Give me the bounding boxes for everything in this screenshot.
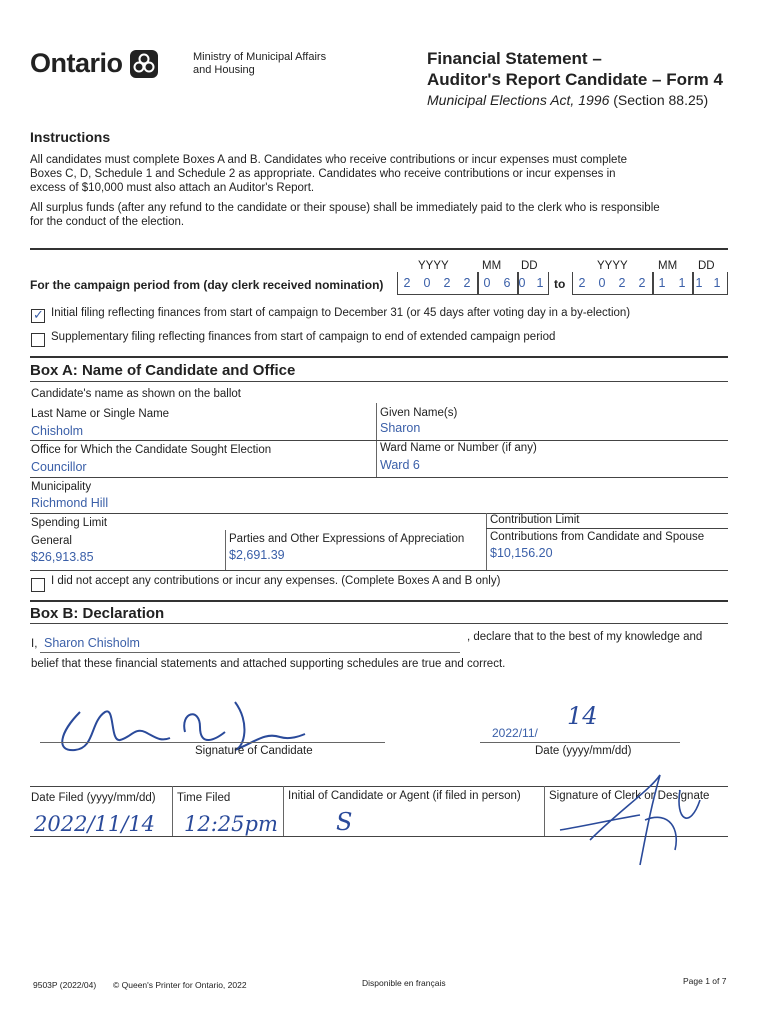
to-dd-label: DD xyxy=(698,260,715,272)
ward-label: Ward Name or Number (if any) xyxy=(380,442,537,454)
act-reference: Municipal Elections Act, 1996 (Section 88.25) xyxy=(427,92,709,108)
to-mm-label: MM xyxy=(658,260,678,272)
from-year-digits xyxy=(397,272,477,294)
date-filed-label: Date Filed (yyyy/mm/dd) xyxy=(31,792,156,804)
no-contributions-label: I did not accept any contributions or incur any expenses. (Complete Boxes A and B only) xyxy=(51,575,501,587)
box-b-heading: Box B: Declaration xyxy=(30,605,165,622)
digit: 2 xyxy=(618,276,626,290)
initial-filing-checkbox[interactable] xyxy=(31,309,45,323)
clerk-signature xyxy=(550,770,730,870)
digit: 1 xyxy=(713,276,721,290)
initial-handwritten: S xyxy=(336,808,353,836)
digit: 1 xyxy=(536,276,544,290)
logo-wordmark: Ontario xyxy=(30,48,123,78)
ontario-logo xyxy=(30,48,159,79)
from-day-digits xyxy=(513,272,549,294)
box-a-heading: Box A: Name of Candidate and Office xyxy=(30,362,296,379)
divider xyxy=(283,786,284,836)
box-a-top-rule xyxy=(30,356,728,358)
given-name-value[interactable]: Sharon xyxy=(380,421,421,435)
ballot-note: Candidate's name as shown on the ballot xyxy=(31,388,241,400)
campaign-period-label: For the campaign period from (day clerk received nomination) xyxy=(30,278,384,292)
divider xyxy=(172,786,173,836)
ward-value[interactable]: Ward 6 xyxy=(380,458,420,472)
form-title: Financial Statement – Auditor's Report Candidate – Form 4 xyxy=(427,49,723,89)
digit: 2 xyxy=(443,276,451,290)
checkmark-icon: ✓ xyxy=(33,307,44,322)
digit: 1 xyxy=(678,276,686,290)
given-name-label: Given Name(s) xyxy=(380,407,458,419)
office-value[interactable]: Councillor xyxy=(31,460,87,474)
digit: 1 xyxy=(658,276,666,290)
divider xyxy=(30,440,728,441)
digit: 0 xyxy=(598,276,606,290)
digit: 0 xyxy=(518,276,526,290)
clerk-signature-label: Signature of Clerk or Designate xyxy=(549,790,710,802)
supplementary-filing-checkbox[interactable] xyxy=(31,333,45,347)
from-month-digits xyxy=(477,272,517,294)
general-label: General xyxy=(31,535,72,547)
french-available: Disponible en français xyxy=(362,978,446,988)
municipality-value[interactable]: Richmond Hill xyxy=(31,496,109,510)
digit: 1 xyxy=(695,276,703,290)
declaration-suffix: , declare that to the best of my knowledge and xyxy=(467,631,703,643)
time-filed-handwritten: 12:25pm xyxy=(184,812,278,836)
from-dd-label: DD xyxy=(521,260,538,272)
divider xyxy=(486,528,728,529)
municipality-label: Municipality xyxy=(31,481,92,493)
instructions-text: All candidates must complete Boxes A and B. Candidates who receive contributions or incur expenses must complete Boxes C, D, Schedule 1 and Schedule 2 as appropriate. Candidates who receive contributions or incur expenses in excess of $10,000 must also attach an Auditor's Report. All surplus funds (after any refund to the candidate or their spouse) shall be immediately paid to the clerk who is responsible for the conduct of the election. xyxy=(30,154,660,228)
signature-label: Signature of Candidate xyxy=(195,745,313,757)
divider xyxy=(544,786,545,836)
digit: 0 xyxy=(423,276,431,290)
from-yyyy-label: YYYY xyxy=(418,260,449,272)
contribution-limit-label: Contribution Limit xyxy=(490,514,580,526)
divider xyxy=(30,381,728,382)
initial-label: Initial of Candidate or Agent (if filed in person) xyxy=(288,790,521,802)
declaration-i: I, xyxy=(31,638,38,650)
last-name-value[interactable]: Chisholm xyxy=(31,424,84,438)
digit: 2 xyxy=(463,276,471,290)
date-line xyxy=(480,742,680,743)
digit: 2 xyxy=(403,276,411,290)
digit: 2 xyxy=(578,276,586,290)
general-value[interactable]: $26,913.85 xyxy=(31,550,94,564)
declaration-line2: belief that these financial statements and attached supporting schedules are true and correct. xyxy=(31,658,506,670)
contrib-spouse-label: Contributions from Candidate and Spouse xyxy=(490,531,705,543)
to-day-digits xyxy=(690,272,726,294)
to-year-digits xyxy=(572,272,652,294)
box-b-top-rule xyxy=(30,600,728,602)
digit: 2 xyxy=(638,276,646,290)
office-label: Office for Which the Candidate Sought Election xyxy=(31,444,272,456)
divider xyxy=(30,623,728,624)
date-filed-handwritten: 2022/11/14 xyxy=(34,812,156,836)
divider xyxy=(486,513,487,570)
divider xyxy=(30,248,728,250)
to-label: to xyxy=(554,277,566,291)
to-month-digits xyxy=(652,272,692,294)
copyright: © Queen's Printer for Ontario, 2022 xyxy=(113,980,247,990)
spending-limit-label: Spending Limit xyxy=(31,517,108,529)
supplementary-filing-label: Supplementary filing reflecting finances from start of campaign to end of extended campaign period xyxy=(51,331,556,343)
from-mm-label: MM xyxy=(482,260,502,272)
trillium-icon xyxy=(129,49,159,79)
parties-label: Parties and Other Expressions of Appreciation xyxy=(229,533,465,545)
page-number: Page 1 of 7 xyxy=(683,976,727,986)
divider xyxy=(30,513,728,514)
contrib-spouse-value[interactable]: $10,156.20 xyxy=(490,546,553,560)
last-name-label: Last Name or Single Name xyxy=(31,408,170,420)
parties-value[interactable]: $2,691.39 xyxy=(229,548,285,562)
signature-line xyxy=(40,742,385,743)
declaration-date-handwritten: 14 xyxy=(567,702,598,730)
time-filed-label: Time Filed xyxy=(177,792,231,804)
form-code: 9503P (2022/04) xyxy=(33,980,97,990)
declaration-date-value[interactable]: 2022/11/ xyxy=(492,726,538,740)
digit: 6 xyxy=(503,276,511,290)
ministry-name: Ministry of Municipal Affairs and Housing xyxy=(193,51,327,76)
digit: 0 xyxy=(483,276,491,290)
date-label: Date (yyyy/mm/dd) xyxy=(535,745,632,757)
divider xyxy=(30,570,728,571)
divider xyxy=(225,530,226,570)
no-contributions-checkbox[interactable] xyxy=(31,578,45,592)
instructions-heading: Instructions xyxy=(30,129,111,145)
divider xyxy=(30,477,728,478)
declarant-line xyxy=(40,652,460,653)
to-yyyy-label: YYYY xyxy=(597,260,628,272)
declarant-name[interactable]: Sharon Chisholm xyxy=(44,636,140,650)
initial-filing-label: Initial filing reflecting finances from start of campaign to December 31 (or 45 days after voting day in a by-election) xyxy=(51,307,631,319)
